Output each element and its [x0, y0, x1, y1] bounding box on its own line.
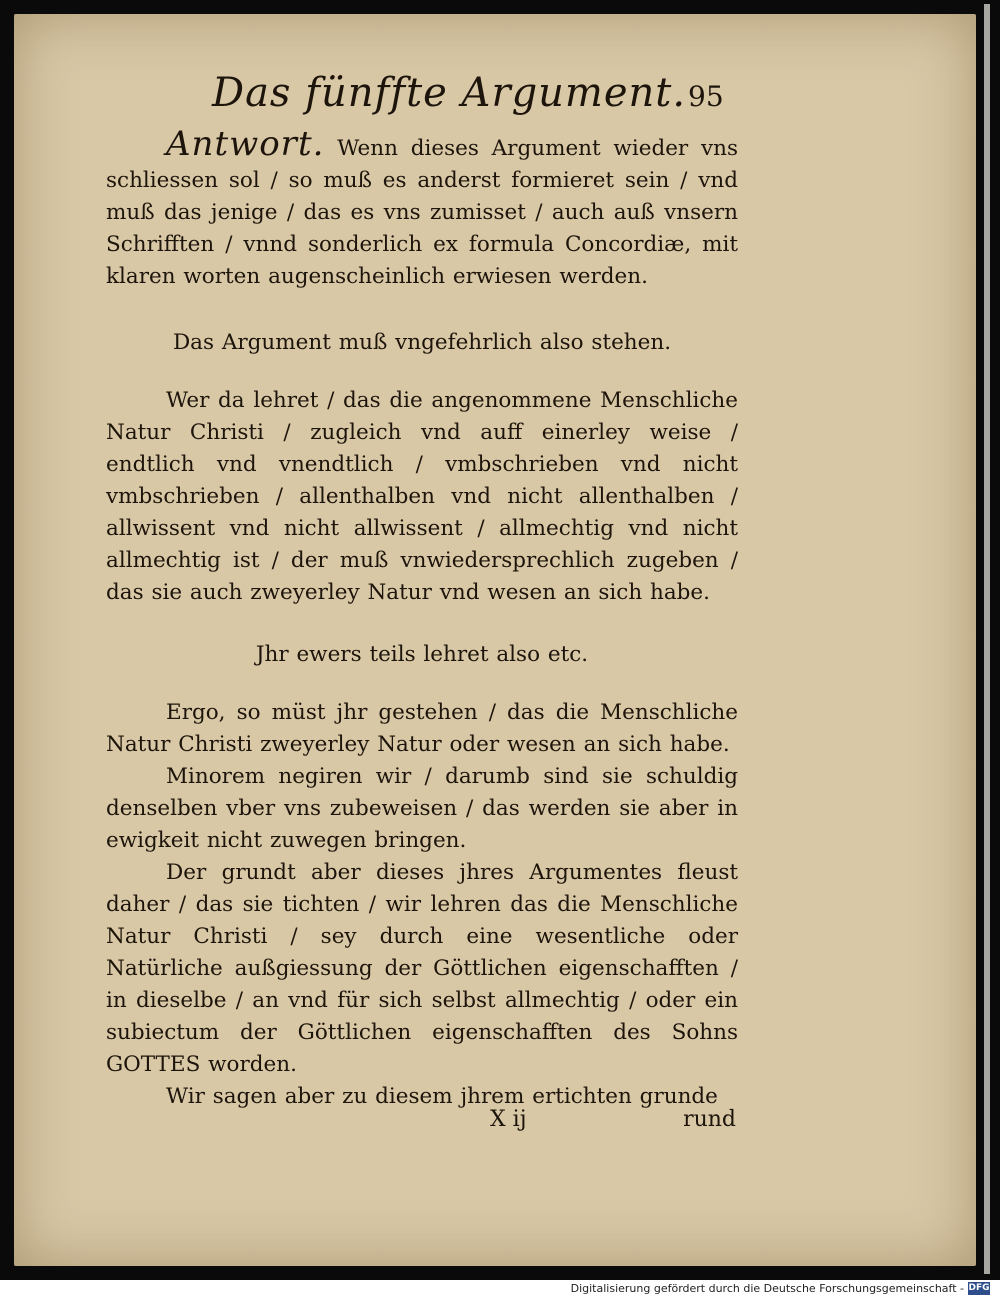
answer-lead: Antwort.	[166, 124, 325, 164]
digitization-credit: Digitalisierung gefördert durch die Deutsche Forschungsgemeinschaft -	[570, 1282, 964, 1295]
page-edge	[984, 4, 990, 1274]
catchline	[490, 1107, 736, 1139]
minor-response: Minorem negiren wir / darumb sind sie schuldig denselben vber vns zubeweisen / das werden sie aber in ewigkeit nicht zuwegen bringen.	[106, 764, 738, 853]
final-line: Wir sagen aber zu diesem jhrem ertichten grunde	[166, 1084, 718, 1109]
major-premise: Wer da lehret / das die angenommene Menschliche Natur Christi / zugleich vnd auff einerley weise / endtlich vnd vnendtlich / vmbschrieben vnd nicht vmbschrieben / allenthalben vnd nicht allenthalben / allwissent vnd nicht allwissent / allmechtig vnd nicht allmechtig ist / der muß vnwiedersprechlich zugeben / das sie auch zweyerley Natur vnd wesen an sich habe.	[106, 388, 738, 605]
minor-premise: Jhr ewers teils lehret also etc.	[255, 642, 589, 667]
signature-mark: X ij	[490, 1107, 527, 1132]
conclusion: Ergo, so müst jhr gestehen / das die Menschliche Natur Christi zweyerley Natur oder wesen an sich habe.	[106, 700, 738, 757]
answer-text: Wenn dieses Argument wieder vns schliessen sol / so muß es anderst formieret sein / vnd muß das jenige / das es vns zumisset / auch auß vnsern Schrifften / vnnd sonderlich ex formula Concordiæ, mit klaren worten augenscheinlich erwiesen werden.	[106, 136, 738, 289]
running-title: Das fünffte Argument.	[212, 70, 687, 116]
argument-heading: Das Argument muß vngefehrlich also stehen.	[172, 330, 672, 355]
dfg-logo: DFG	[968, 1283, 990, 1293]
main-text	[106, 124, 738, 1113]
answer-paragraph	[106, 124, 738, 293]
catchword: rund	[683, 1107, 736, 1132]
page-number: 95	[688, 80, 724, 113]
running-head	[0, 70, 1000, 120]
ground-paragraph: Der grundt aber dieses jhres Argumentes fleust daher / das sie tichten / wir lehren das die Menschliche Natur Christi / sey durch eine wesentliche oder Natürliche außgiessung der Göttlichen eigenschafften / in dieselbe / an vnd für sich selbst allmechtig / oder ein subiectum der Göttlichen eigenschafften des Sohns GOTTES worden.	[106, 860, 738, 1077]
